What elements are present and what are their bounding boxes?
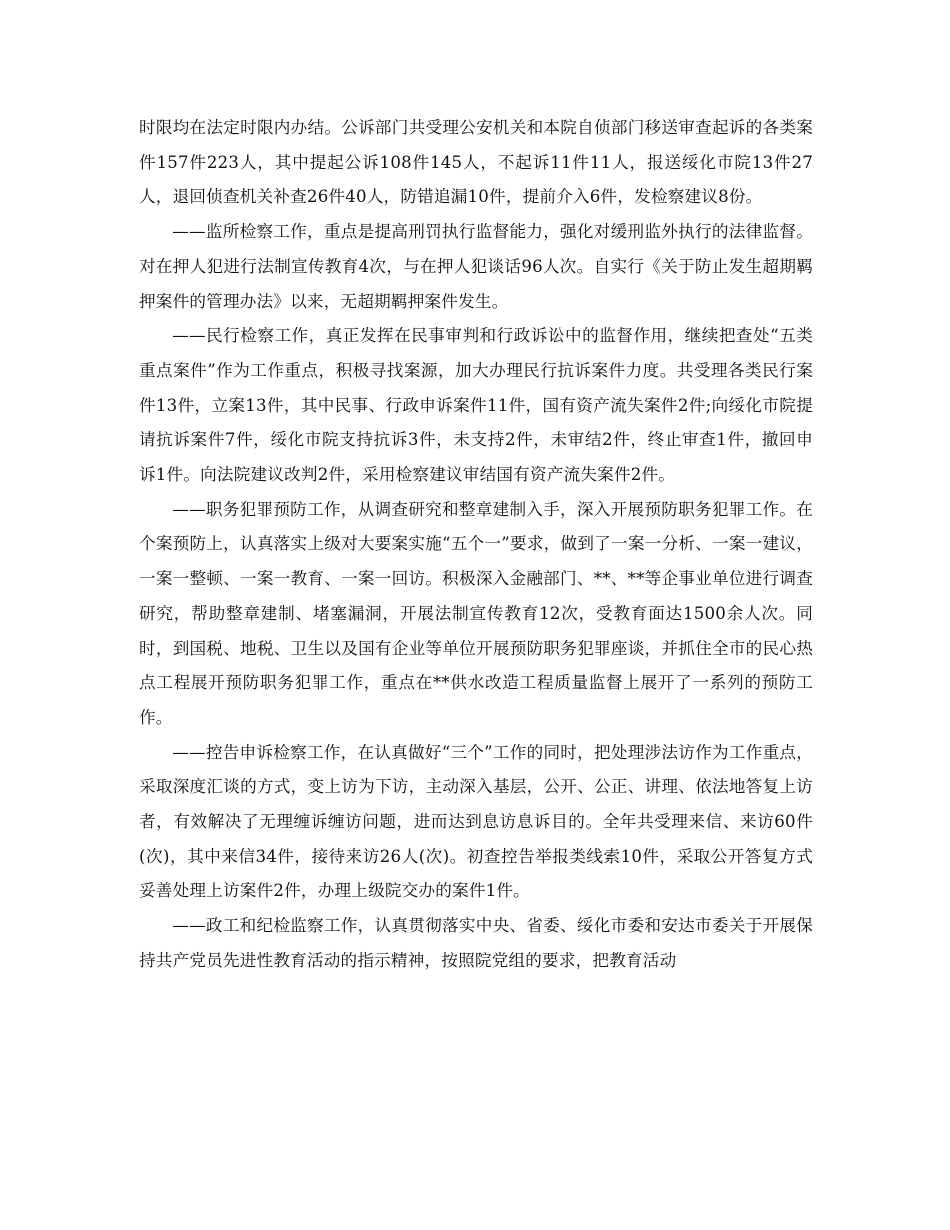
paragraph-civil-administrative-procuratorate: ——民行检察工作，真正发挥在民事审判和行政诉讼中的监督作用，继续把查处“五类重点案件”作为工作重点，积极寻找案源，加大办理民行抗诉案件力度。共受理各类民行案件13件，立案13件，其中民事、行政申诉案件11件，国有资产流失案件2件;向绥化市院提请抗诉案件7件，绥化市院支持抗诉3件，未支持2件，未审结2件，终止审查1件，撤回申诉1件。向法院建议改判2件，采用检察建议审结国有资产流失案件2件。 [139,326,813,485]
document-body [139,111,813,979]
paragraph-continuation: 时限均在法定时限内办结。公诉部门共受理公安机关和本院自侦部门移送审查起诉的各类案件157件223人，其中提起公诉108件145人，不起诉11件11人，报送绥化市院13件27人，退回侦查机关补查26件40人，防错追漏10件，提前介入6件，发检察建议8份。 [139,118,813,207]
paragraph-prison-procuratorate: ——监所检察工作，重点是提高刑罚执行监督能力，强化对缓刑监外执行的法律监督。对在押人犯进行法制宣传教育4次，与在押人犯谈话96人次。自实行《关于防止发生超期羁押案件的管理办法》以来，无超期羁押案件发生。 [139,222,813,311]
paragraph-crime-prevention: ——职务犯罪预防工作，从调查研究和整章建制入手，深入开展预防职务犯罪工作。在个案预防上，认真落实上级对大要案实施“五个一”要求，做到了一案一分析、一案一建议，一案一整顿、一案一教育、一案一回访。积极深入金融部门、**、**等企事业单位进行调查研究，帮助整章建制、堵塞漏洞，开展法制宣传教育12次，受教育面达1500余人次。同时，到国税、地税、卫生以及国有企业等单位开展预防职务犯罪座谈，并抓住全市的民心热点工程展开预防职务犯罪工作，重点在**供水改造工程质量监督上展开了一系列的预防工作。 [139,499,813,727]
paragraph-complaint-appeal: ——控告申诉检察工作，在认真做好“三个”工作的同时，把处理涉法访作为工作重点，采取深度汇谈的方式，变上访为下访，主动深入基层，公开、公正、讲理、依法地答复上访者，有效解决了无理缠诉缠访问题，进而达到息访息诉目的。全年共受理来信、来访60件(次)，其中来信34件，接待来访26人(次)。初查控告举报类线索10件，采取公开答复方式妥善处理上访案件2件，办理上级院交办的案件1件。 [139,742,813,901]
paragraph-political-discipline: ——政工和纪检监察工作，认真贯彻落实中央、省委、绥化市委和安达市委关于开展保持共产党员先进性教育活动的指示精神，按照院党组的要求，把教育活动 [139,916,813,970]
